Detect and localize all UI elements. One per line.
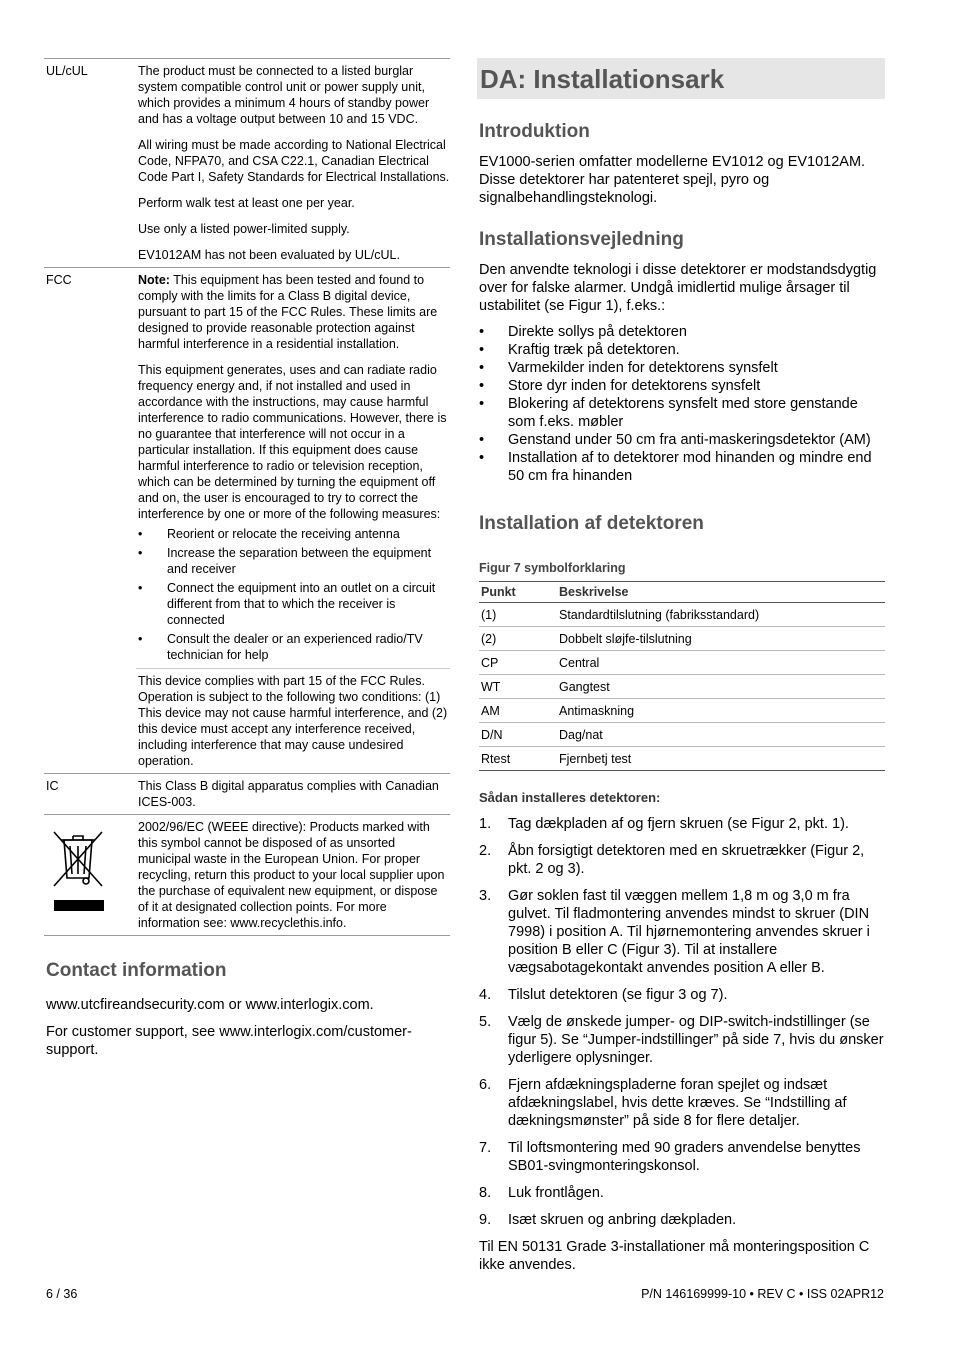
crossed-out-wheelie-bin-icon <box>46 826 110 916</box>
table-row <box>479 651 885 675</box>
table-row <box>479 723 885 747</box>
table-cell: Gangtest <box>557 675 885 699</box>
guide-list <box>477 323 885 485</box>
step-item <box>479 986 885 1004</box>
step-text: Tag dækpladen af og fjern skruen (se Figur 2, pkt. 1). <box>508 816 849 832</box>
compliance-row-ul <box>44 59 450 268</box>
weee-text: 2002/96/EC (WEEE directive): Products marked with this symbol cannot be disposed of as unsorted municipal waste in the European Union. For proper recycling, return this product to your local supplier upon the purchase of equivalent new equipment, or dispose of it at designated collection points. For more information see: www.recyclethis.info. <box>138 820 445 930</box>
ul-para-5: EV1012AM has not been evaluated by UL/cUL. <box>138 248 400 262</box>
step-item <box>479 887 885 977</box>
contact-heading: Contact information <box>46 960 227 981</box>
list-item: • Direkte sollys på detektoren <box>479 323 885 341</box>
compliance-row-fcc <box>44 268 450 774</box>
install-steps <box>477 815 885 1229</box>
ul-para-1: The product must be connected to a listed burglar system compatible control unit or power supply unit, which provides a minimum 4 hours of standby power and has a voltage output between 10 and 15 VDC. <box>138 64 430 126</box>
page-title: DA: Installationsark <box>477 58 885 99</box>
step-item <box>479 842 885 878</box>
symbol-table <box>479 581 885 771</box>
table-cell: Antimaskning <box>557 699 885 723</box>
table-cell: WT <box>479 675 557 699</box>
right-column <box>477 58 885 1282</box>
table-cell: Fjernbetj test <box>557 747 885 771</box>
closing-note: Til EN 50131 Grade 3-installationer må monteringsposition C ikke anvendes. <box>479 1239 870 1273</box>
table-cell: AM <box>479 699 557 723</box>
guide-text: Den anvendte teknologi i disse detektorer er modstandsdygtig over for falske alarmer. Undgå imidlertid mulige årsager til ustabilitet (se Figur 1), f.eks.: <box>479 262 877 314</box>
intro-text: EV1000-serien omfatter modellerne EV1012 og EV1012AM. Disse detektorer har patenteret spejl, pyro og signalbehandlingsteknologi. <box>479 154 866 206</box>
compliance-table <box>44 58 450 936</box>
fcc-para-2: This equipment generates, uses and can radiate radio frequency energy and, if not installed and used in accordance with the instructions, may cause harmful interference to radio communications. However, there is no guarantee that interference will not occur in a particular installation. If this equipment does cause harmful interference to radio or television reception, which can be determined by turning the equipment off and on, the user is encouraged to try to correct the interference by one or more of the following measures: <box>138 363 447 521</box>
table-row <box>479 699 885 723</box>
table-row <box>479 603 885 627</box>
step-item <box>479 1076 885 1130</box>
list-item: • Store dyr inden for detektorens synsfelt <box>479 377 885 395</box>
step-text: Tilslut detektoren (se figur 3 og 7). <box>508 987 728 1003</box>
step-text: Til loftsmontering med 90 graders anvendelse benyttes SB01-svingmonteringskonsol. <box>508 1140 861 1174</box>
table-cell: D/N <box>479 723 557 747</box>
step-number: 9. <box>479 1212 492 1228</box>
fcc-note <box>136 268 450 356</box>
step-number: 6. <box>479 1077 492 1093</box>
step-item <box>479 1139 885 1175</box>
step-number: 5. <box>479 1014 492 1030</box>
ul-para-3: Perform walk test at least one per year. <box>138 196 355 210</box>
guide-heading: Installationsvejledning <box>479 229 684 250</box>
contact-line-1: www.utcfireandsecurity.com or www.interlogix.com. <box>46 997 374 1013</box>
row-value <box>136 268 450 773</box>
step-item <box>479 815 885 833</box>
row-value <box>136 59 450 267</box>
table-cell: Dag/nat <box>557 723 885 747</box>
step-number: 3. <box>479 888 492 904</box>
step-text: Vælg de ønskede jumper- og DIP-switch-indstillinger (se figur 5). Se “Jumper-indstillinger” på side 7, hvis du ønsker yderligere oplysninger. <box>508 1014 884 1066</box>
column-header: Punkt <box>479 582 557 603</box>
table-cell: Central <box>557 651 885 675</box>
step-text: Åbn forsigtigt detektoren med en skruetrækker (Figur 2, pkt. 2 og 3). <box>508 843 865 877</box>
note-label: Note: <box>138 273 170 287</box>
howto-heading: Sådan installeres detektoren: <box>479 790 661 805</box>
list-item: • Installation af to detektorer mod hinanden og mindre end 50 cm fra hinanden <box>479 449 885 485</box>
table-cell: (1) <box>479 603 557 627</box>
list-item: • Connect the equipment into an outlet on a circuit different from that to which the receiver is connected <box>138 580 450 628</box>
contact-line-2: For customer support, see www.interlogix.com/customer-support. <box>46 1024 412 1058</box>
row-key <box>44 815 136 935</box>
list-item: • Consult the dealer or an experienced radio/TV technician for help <box>138 631 450 663</box>
list-item: • Kraftig træk på detektoren. <box>479 341 885 359</box>
note-text: This equipment has been tested and found to comply with the limits for a Class B digital device, pursuant to part 15 of the FCC Rules. These limits are designed to provide reasonable protection against harmful interference in a residential installation. <box>138 273 438 351</box>
step-number: 8. <box>479 1185 492 1201</box>
row-value <box>136 774 450 814</box>
table-row <box>479 627 885 651</box>
step-item <box>479 1211 885 1229</box>
fcc-measures-list <box>136 526 450 668</box>
left-column <box>44 58 450 1068</box>
list-item: • Varmekilder inden for detektorens synsfelt <box>479 359 885 377</box>
table-cell: Standardtilslutning (fabriksstandard) <box>557 603 885 627</box>
step-text: Luk frontlågen. <box>508 1185 604 1201</box>
step-number: 1. <box>479 816 492 832</box>
row-key: IC <box>46 779 59 793</box>
list-item: • Increase the separation between the equipment and receiver <box>138 545 450 577</box>
table-cell: (2) <box>479 627 557 651</box>
step-number: 7. <box>479 1140 492 1156</box>
list-item: • Genstand under 50 cm fra anti-maskeringsdetektor (AM) <box>479 431 885 449</box>
step-text: Isæt skruen og anbring dækpladen. <box>508 1212 737 1228</box>
compliance-row-ic <box>44 774 450 815</box>
step-item <box>479 1013 885 1067</box>
row-key: UL/cUL <box>46 64 88 78</box>
list-item: • Blokering af detektorens synsfelt med store genstande som f.eks. møbler <box>479 395 885 431</box>
table-cell: Dobbelt sløjfe-tilslutning <box>557 627 885 651</box>
step-number: 2. <box>479 843 492 859</box>
row-value <box>136 815 450 935</box>
page-number: 6 / 36 <box>46 1287 78 1301</box>
intro-heading: Introduktion <box>479 121 590 142</box>
column-header: Beskrivelse <box>557 582 885 603</box>
list-item: • Reorient or relocate the receiving antenna <box>138 526 450 542</box>
step-number: 4. <box>479 987 492 1003</box>
step-text: Fjern afdækningspladerne foran spejlet og indsæt afdækningslabel, hvis dette kræves. Se “Indstilling af dækningsmønster” på side 8 for flere detaljer. <box>508 1077 847 1129</box>
table-cell: Rtest <box>479 747 557 771</box>
step-item <box>479 1184 885 1202</box>
table-row <box>479 747 885 771</box>
ul-para-4: Use only a listed power-limited supply. <box>138 222 350 236</box>
table-header-row <box>479 582 885 603</box>
ul-para-2: All wiring must be made according to National Electrical Code, NFPA70, and CSA C22.1, Canadian Electrical Code Part I, Safety Standards for Electrical Installations. <box>138 138 450 184</box>
ic-text: This Class B digital apparatus complies with Canadian ICES-003. <box>138 779 439 809</box>
row-key: FCC <box>46 273 72 287</box>
figure-caption: Figur 7 symbolforklaring <box>479 561 626 575</box>
step-text: Gør soklen fast til væggen mellem 1,8 m og 3,0 m fra gulvet. Til fladmontering anvendes mindst to skruer (DIN 7998) i position A. Til hjørnemontering anvendes skruer i position B eller C (Figur 3). Til at installere vægsabotagekontakt anvendes position A eller B. <box>508 888 870 976</box>
table-cell: CP <box>479 651 557 675</box>
part-number: P/N 146169999-10 • REV C • ISS 02APR12 <box>641 1287 884 1301</box>
table-row <box>479 675 885 699</box>
compliance-row-weee <box>44 815 450 936</box>
install-heading: Installation af detektoren <box>479 513 704 534</box>
fcc-para-3: This device complies with part 15 of the FCC Rules. Operation is subject to the following two conditions: (1) This device may not cause harmful interference, and (2) this device must accept any interference received, including interference that may cause undesired operation. <box>138 674 448 768</box>
